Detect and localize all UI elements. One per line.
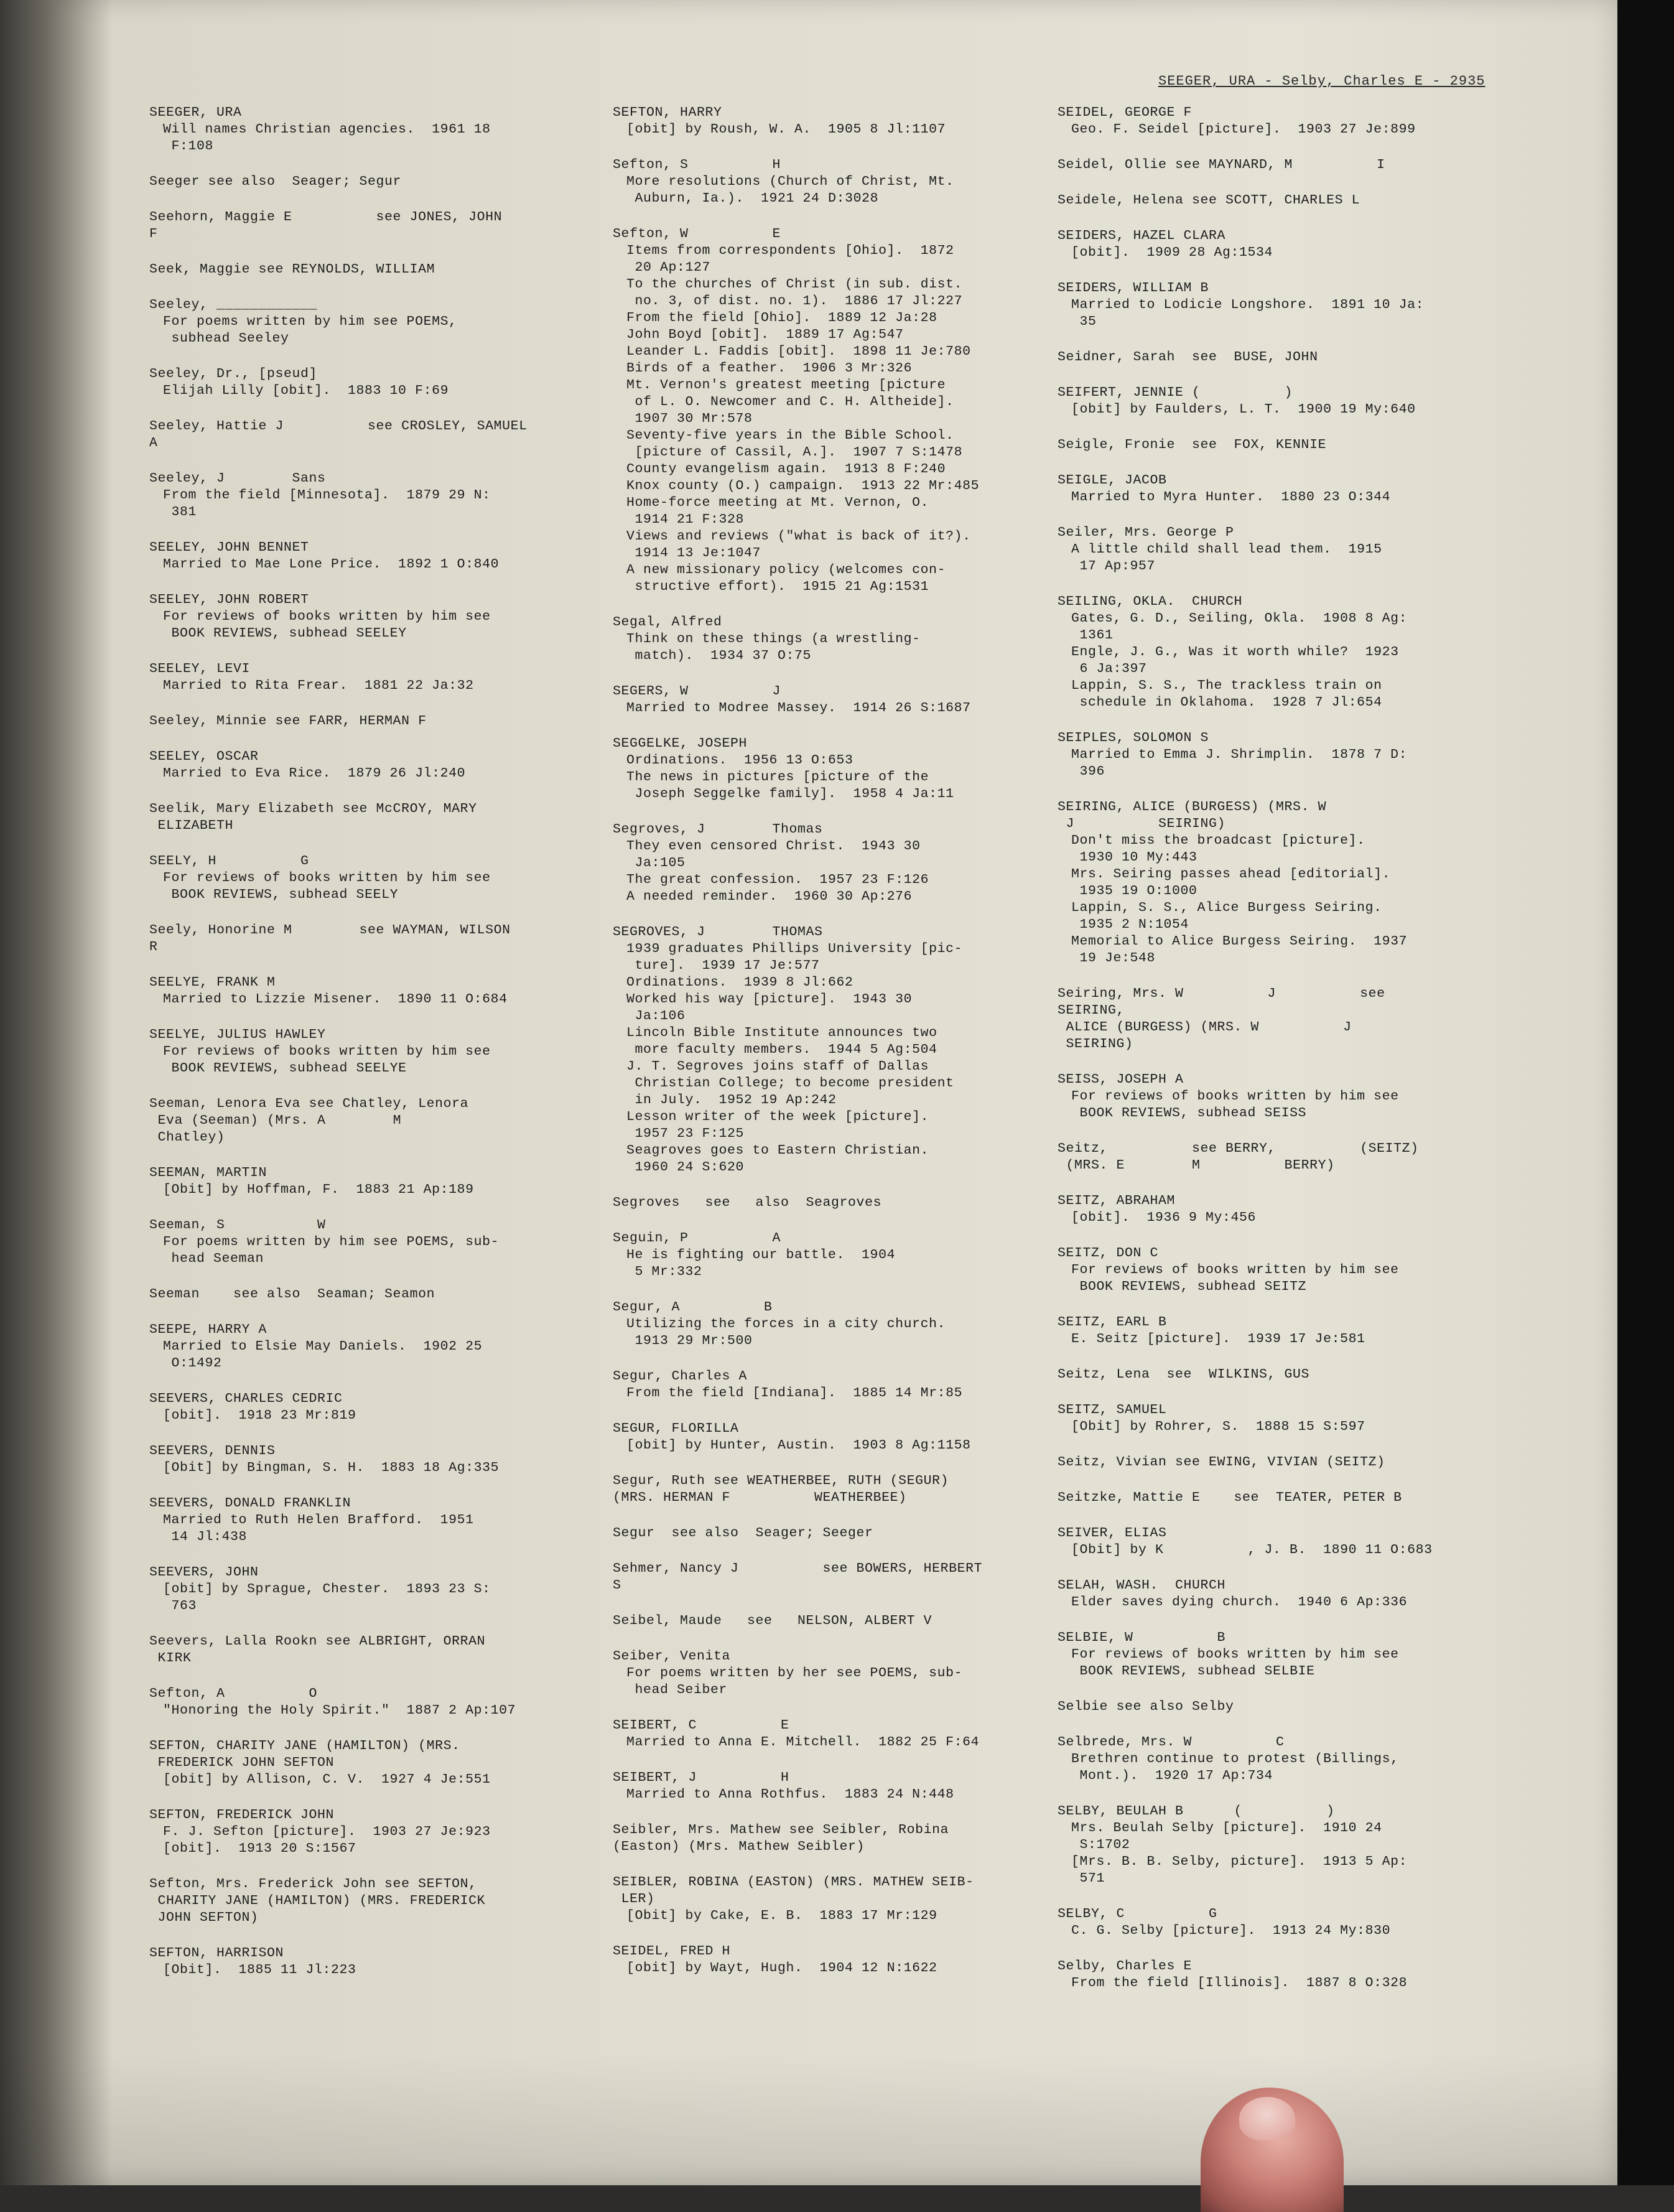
index-entry <box>1058 437 1443 454</box>
entry-citation: Lappin, S. S., Alice Burgess Seiring. 1935 2 N:1054 <box>1071 900 1382 932</box>
entry-citation: Married to Myra Hunter. 1880 23 O:344 <box>1071 490 1391 505</box>
entry-heading: Seehorn, Maggie E see JONES, JOHN F <box>149 210 503 241</box>
entry-heading: SEIBERT, C E <box>613 1718 789 1733</box>
index-entry <box>149 1807 547 1857</box>
index-entry <box>149 209 547 243</box>
entry-citation: Brethren continue to protest (Billings, Mont.). 1920 17 Ap:734 <box>1071 1752 1399 1783</box>
index-entry <box>149 174 547 190</box>
entry-citation: Married to Ruth Helen Brafford. 1951 14 Jl:438 <box>163 1513 474 1544</box>
background-edge <box>1617 0 1674 2185</box>
entry-heading: SEILING, OKLA. CHURCH <box>1058 594 1243 609</box>
index-entry <box>613 1195 998 1211</box>
entry-citation: [Obit] by K , J. B. 1890 11 O:683 <box>1071 1542 1433 1557</box>
index-entry <box>149 1564 547 1615</box>
entry-citation: From the field [Ohio]. 1889 12 Ja:28 <box>626 310 937 325</box>
entry-citation: For reviews of books written by him see BOOK REVIEWS, subhead SEELEY <box>163 609 491 641</box>
index-entry <box>149 1165 547 1198</box>
entry-citation: [obit] by Roush, W. A. 1905 8 Jl:1107 <box>626 122 946 137</box>
entry-citation: For poems written by him see POEMS, sub- head Seeman <box>163 1234 500 1266</box>
entry-heading: SEELYE, FRANK M <box>149 975 276 990</box>
entry-heading: Segur, A B <box>613 1300 773 1315</box>
entry-citation: Married to Emma J. Shrimplin. 1878 7 D: 396 <box>1071 747 1408 779</box>
index-entry <box>613 1943 998 1977</box>
index-entry <box>1058 105 1443 138</box>
entry-heading: Seeley, ____________ <box>149 297 318 312</box>
fingernail <box>1239 2097 1295 2140</box>
entry-citation: Memorial to Alice Burgess Seiring. 1937 19 Je:548 <box>1071 934 1408 966</box>
entry-citation: Married to Mae Lone Price. 1892 1 O:840 <box>163 557 500 572</box>
entry-heading: SEIVER, ELIAS <box>1058 1526 1167 1541</box>
entry-heading: Selby, Charles E <box>1058 1959 1193 1974</box>
entry-heading: SEIDERS, HAZEL CLARA <box>1058 228 1226 243</box>
entry-heading: SEFTON, CHARITY JANE (HAMILTON) (MRS. FREDERICK JOHN SEFTON <box>149 1738 460 1770</box>
entry-heading: SEIDEL, FRED H <box>613 1944 731 1959</box>
entry-citation: Lincoln Bible Institute announces two more faculty members. 1944 5 Ag:504 <box>626 1025 937 1057</box>
entry-heading: SEFTON, FREDERICK JOHN <box>149 1808 335 1822</box>
entry-citation: For reviews of books written by him see BOOK REVIEWS, subhead SELBIE <box>1071 1647 1399 1679</box>
index-entry <box>1058 1630 1443 1680</box>
index-entry <box>613 924 998 1176</box>
entry-heading: SEFTON, HARRY <box>613 105 722 120</box>
entry-citation: Ordinations. 1956 13 O:653 <box>626 753 853 768</box>
index-entry <box>613 157 998 207</box>
entry-citation: [obit]. 1918 23 Mr:819 <box>163 1408 356 1423</box>
entry-heading: SEITZ, DON C <box>1058 1246 1159 1261</box>
entry-citation: Married to Lodicie Longshore. 1891 10 Ja: 35 <box>1071 297 1425 329</box>
index-entry <box>149 749 547 782</box>
index-entry <box>149 539 547 573</box>
index-entry <box>1058 986 1443 1053</box>
entry-citation: [obit] by Hunter, Austin. 1903 8 Ag:1158 <box>626 1438 971 1453</box>
index-entry <box>149 974 547 1008</box>
index-entry <box>149 592 547 642</box>
entry-heading: Seidele, Helena see SCOTT, CHARLES L <box>1058 193 1360 208</box>
entry-heading: SEIFERT, JENNIE ( ) <box>1058 385 1293 400</box>
entry-heading: Seeley, Dr., [pseud] <box>149 366 318 381</box>
entry-citation: Will names Christian agencies. 1961 18 F:108 <box>163 122 491 154</box>
entry-heading: SEELY, H G <box>149 854 309 869</box>
index-entry <box>1058 228 1443 261</box>
entry-heading: SEIDEL, GEORGE F <box>1058 105 1193 120</box>
page-shadow-bottom <box>0 2053 1617 2185</box>
entry-citation: From the field [Minnesota]. 1879 29 N: 381 <box>163 488 491 520</box>
index-entry <box>149 1945 547 1979</box>
index-entry <box>613 1368 998 1402</box>
entry-citation: From the field [Indiana]. 1885 14 Mr:85 <box>626 1386 963 1401</box>
entry-heading: Seeger see also Seager; Segur <box>149 174 402 189</box>
index-column-3 <box>1058 105 1443 2010</box>
entry-heading: SEIBLER, ROBINA (EASTON) (MRS. MATHEW SEIB- LER) <box>613 1875 974 1906</box>
entry-citation: [obit] by Wayt, Hugh. 1904 12 N:1622 <box>626 1961 937 1976</box>
entry-heading: SEIRING, ALICE (BURGESS) (MRS. W J SEIRING) <box>1058 800 1327 831</box>
index-entry <box>149 297 547 347</box>
entry-citation: F. J. Sefton [picture]. 1903 27 Je:923 <box>163 1824 491 1839</box>
entry-citation: Knox county (O.) campaign. 1913 22 Mr:485 <box>626 478 980 493</box>
entry-heading: Seeman, S W <box>149 1218 326 1233</box>
entry-heading: SEEPE, HARRY A <box>149 1322 267 1337</box>
entry-citation: Mrs. Seiring passes ahead [editorial]. 1935 19 O:1000 <box>1071 867 1391 898</box>
entry-citation: Worked his way [picture]. 1943 30 Ja:106 <box>626 992 913 1024</box>
index-entry <box>149 1495 547 1546</box>
entry-citation: For reviews of books written by him see BOOK REVIEWS, subhead SEITZ <box>1071 1262 1399 1294</box>
entry-citation: For poems written by her see POEMS, sub- head Seiber <box>626 1666 963 1697</box>
entry-citation: Lappin, S. S., The trackless train on schedule in Oklahoma. 1928 7 Jl:654 <box>1071 678 1382 710</box>
index-entry <box>149 1286 547 1303</box>
entry-citation: Views and reviews ("what is back of it?). 1914 13 Je:1047 <box>626 529 971 561</box>
entry-citation: Utilizing the forces in a city church. 1913 29 Mr:500 <box>626 1317 946 1348</box>
entry-citation: Home-force meeting at Mt. Vernon, O. 1914 21 F:328 <box>626 495 929 527</box>
entry-citation: John Boyd [obit]. 1889 17 Ag:547 <box>626 327 904 342</box>
entry-heading: Seely, Honorine M see WAYMAN, WILSON R <box>149 923 511 954</box>
index-entry <box>1058 1245 1443 1295</box>
index-entry <box>1058 1454 1443 1471</box>
entry-heading: Seiler, Mrs. George P <box>1058 525 1234 540</box>
entry-citation: [obit] by Sprague, Chester. 1893 23 S: 763 <box>163 1582 491 1613</box>
index-entry <box>149 853 547 903</box>
index-entry <box>149 1686 547 1719</box>
entry-heading: Seitz, Vivian see EWING, VIVIAN (SEITZ) <box>1058 1455 1385 1470</box>
entry-heading: SEIGLE, JACOB <box>1058 473 1167 488</box>
entry-heading: Seeley, J Sans <box>149 471 326 486</box>
entry-heading: SEIBERT, J H <box>613 1770 789 1785</box>
entry-citation: [Obit]. 1885 11 Jl:223 <box>163 1962 356 1977</box>
index-entry <box>613 1230 998 1281</box>
index-entry <box>1058 594 1443 711</box>
entry-heading: Segal, Alfred <box>613 615 722 630</box>
index-entry <box>149 1217 547 1267</box>
entry-citation: "Honoring the Holy Spirit." 1887 2 Ap:107 <box>163 1703 516 1718</box>
entry-citation: A new missionary policy (welcomes con- structive effort). 1915 21 Ag:1531 <box>626 562 946 594</box>
entry-heading: Seeley, Minnie see FARR, HERMAN F <box>149 714 427 729</box>
index-entry <box>149 1876 547 1926</box>
index-entry <box>1058 1490 1443 1506</box>
entry-citation: [obit]. 1913 20 S:1567 <box>163 1841 356 1856</box>
index-entry <box>613 1648 998 1699</box>
index-entry <box>149 713 547 730</box>
index-entry <box>1058 1071 1443 1122</box>
index-entry <box>149 1391 547 1424</box>
entry-citation: Birds of a feather. 1906 3 Mr:326 <box>626 361 913 376</box>
index-entry <box>1058 525 1443 575</box>
entry-citation: [Obit] by Hoffman, F. 1883 21 Ap:189 <box>163 1182 474 1197</box>
entry-heading: Sefton, A O <box>149 1686 318 1701</box>
page-shadow-left <box>0 0 112 2185</box>
index-entry <box>149 1322 547 1372</box>
entry-citation: A needed reminder. 1960 30 Ap:276 <box>626 889 913 904</box>
entry-citation: Married to Anna Rothfus. 1883 24 N:448 <box>626 1787 954 1802</box>
entry-heading: SEEVERS, CHARLES CEDRIC <box>149 1391 343 1406</box>
entry-heading: SEITZ, ABRAHAM <box>1058 1193 1176 1208</box>
entry-citation: Engle, J. G., Was it worth while? 1923 6 Ja:397 <box>1071 645 1399 676</box>
entry-heading: Seigle, Fronie see FOX, KENNIE <box>1058 437 1327 452</box>
entry-heading: Sefton, Mrs. Frederick John see SEFTON, CHARITY JANE (HAMILTON) (MRS. FREDERICK JOHN SEFTON) <box>149 1877 486 1925</box>
index-entry <box>1058 1525 1443 1559</box>
index-entry <box>613 1874 998 1925</box>
entry-citation: E. Seitz [picture]. 1939 17 Je:581 <box>1071 1332 1365 1346</box>
entry-citation: Married to Anna E. Mitchell. 1882 25 F:64 <box>626 1735 980 1750</box>
entry-citation: For reviews of books written by him see BOOK REVIEWS, subhead SEELYE <box>163 1044 491 1076</box>
index-entry <box>149 366 547 399</box>
entry-heading: SELBY, C G <box>1058 1906 1217 1921</box>
index-entry <box>613 1561 998 1594</box>
index-entry <box>1058 157 1443 174</box>
entry-citation: A little child shall lead them. 1915 17 Ap:957 <box>1071 542 1382 574</box>
entry-citation: The great confession. 1957 23 F:126 <box>626 872 929 887</box>
index-entry <box>1058 730 1443 780</box>
entry-heading: Seiber, Venita <box>613 1649 731 1664</box>
index-entry <box>1058 280 1443 330</box>
index-entry <box>149 1027 547 1077</box>
entry-citation: For poems written by him see POEMS, subhead Seeley <box>163 314 457 346</box>
entry-heading: SEGUR, FLORILLA <box>613 1421 739 1436</box>
index-entry <box>613 1421 998 1454</box>
entry-heading: Sefton, W E <box>613 226 781 241</box>
entry-citation: Think on these things (a wrestling- match). 1934 37 O:75 <box>626 632 921 663</box>
index-entry <box>1058 1366 1443 1383</box>
index-entry <box>1058 799 1443 967</box>
index-entry <box>613 683 998 717</box>
index-entry <box>1058 1803 1443 1887</box>
entry-citation: Married to Rita Frear. 1881 22 Ja:32 <box>163 678 474 693</box>
index-entry <box>613 1613 998 1630</box>
entry-heading: SEGGELKE, JOSEPH <box>613 736 748 751</box>
entry-heading: SEEGER, URA <box>149 105 242 120</box>
entry-citation: Elijah Lilly [obit]. 1883 10 F:69 <box>163 383 449 398</box>
entry-heading: Sehmer, Nancy J see BOWERS, HERBERT S <box>613 1561 991 1593</box>
index-entry <box>149 418 547 452</box>
index-entry <box>613 614 998 665</box>
index-column-2 <box>613 105 998 1995</box>
entry-heading: SELAH, WASH. CHURCH <box>1058 1578 1226 1593</box>
entry-heading: Seguin, P A <box>613 1231 781 1246</box>
index-entry <box>613 1717 998 1751</box>
entry-heading: SELBY, BEULAH B ( ) <box>1058 1804 1335 1819</box>
entry-citation: The news in pictures [picture of the Joseph Seggelke family]. 1958 4 Ja:11 <box>626 770 954 801</box>
entry-citation: Married to Eva Rice. 1879 26 Jl:240 <box>163 766 466 781</box>
index-entry <box>1058 349 1443 366</box>
index-entry <box>613 735 998 803</box>
entry-heading: Seidel, Ollie see MAYNARD, M I <box>1058 157 1385 172</box>
entry-heading: SEFTON, HARRISON <box>149 1946 284 1961</box>
entry-heading: Seibler, Mrs. Mathew see Seibler, Robina (Easton) (Mrs. Mathew Seibler) <box>613 1822 949 1854</box>
entry-heading: Seeman, Lenora Eva see Chatley, Lenora Eva (Seeman) (Mrs. A M Chatley) <box>149 1096 469 1145</box>
entry-heading: Segur see also Seager; Seeger <box>613 1526 873 1541</box>
index-entry <box>1058 1577 1443 1611</box>
entry-heading: SEEVERS, DONALD FRANKLIN <box>149 1496 351 1511</box>
entry-heading: Seitz, Lena see WILKINS, GUS <box>1058 1367 1310 1382</box>
entry-citation: Mrs. Beulah Selby [picture]. 1910 24 S:1702 <box>1071 1821 1382 1852</box>
entry-heading: SEISS, JOSEPH A <box>1058 1072 1184 1087</box>
entry-heading: SEITZ, EARL B <box>1058 1315 1167 1330</box>
entry-citation: [Obit] by Rohrer, S. 1888 15 S:597 <box>1071 1419 1365 1434</box>
entry-citation: Lesson writer of the week [picture]. 1957 23 F:125 <box>626 1109 929 1141</box>
index-entry <box>1058 1193 1443 1226</box>
entry-citation: Seventy-five years in the Bible School. [picture of Cassil, A.]. 1907 7 S:1478 <box>626 428 963 460</box>
index-entry <box>149 1443 547 1477</box>
index-entry <box>1058 192 1443 209</box>
entry-citation: Married to Modree Massey. 1914 26 S:1687 <box>626 701 971 716</box>
entry-citation: [Mrs. B. B. Selby, picture]. 1913 5 Ap: 571 <box>1071 1854 1408 1886</box>
entry-citation: Mt. Vernon's greatest meeting [picture of L. O. Newcomer and C. H. Altheide]. 1907 30 Mr:578 <box>626 378 954 426</box>
entry-citation: From the field [Illinois]. 1887 8 O:328 <box>1071 1976 1408 1990</box>
entry-citation: Gates, G. D., Seiling, Okla. 1908 8 Ag: 1361 <box>1071 611 1408 643</box>
entry-citation: Geo. F. Seidel [picture]. 1903 27 Je:899 <box>1071 122 1416 137</box>
index-entry <box>613 226 998 595</box>
entry-heading: Seeman see also Seaman; Seamon <box>149 1287 435 1302</box>
entry-heading: SEELEY, JOHN BENNET <box>149 540 309 555</box>
entry-heading: SEITZ, SAMUEL <box>1058 1402 1167 1417</box>
entry-heading: SEEMAN, MARTIN <box>149 1165 267 1180</box>
index-entry <box>149 922 547 956</box>
entry-heading: SEIPLES, SOLOMON S <box>1058 730 1209 745</box>
index-entry <box>1058 1314 1443 1348</box>
entry-citation: County evangelism again. 1913 8 F:240 <box>626 462 946 477</box>
entry-heading: Seitz, see BERRY, (SEITZ) (MRS. E M BERRY) <box>1058 1141 1419 1173</box>
entry-citation: Seagroves goes to Eastern Christian. 1960 24 S:620 <box>626 1143 929 1175</box>
entry-heading: Seiring, Mrs. W J see SEIRING, ALICE (BURGESS) (MRS. W J SEIRING) <box>1058 986 1385 1052</box>
entry-citation: Married to Elsie May Daniels. 1902 25 O:1492 <box>163 1339 483 1371</box>
index-entry <box>149 1738 547 1788</box>
index-entry <box>613 105 998 138</box>
entry-citation: [Obit] by Bingman, S. H. 1883 18 Ag:335 <box>163 1460 500 1475</box>
index-entry <box>1058 385 1443 418</box>
index-entry <box>1058 1141 1443 1174</box>
index-entry <box>1058 1402 1443 1435</box>
index-entry <box>1058 1906 1443 1939</box>
entry-heading: SEGROVES, J THOMAS <box>613 925 823 940</box>
index-entry <box>149 661 547 694</box>
index-entry <box>149 801 547 834</box>
entry-heading: Seeley, Hattie J see CROSLEY, SAMUEL A <box>149 419 528 450</box>
entry-citation: [Obit] by Cake, E. B. 1883 17 Mr:129 <box>626 1908 937 1923</box>
entry-heading: SELBIE, W B <box>1058 1630 1226 1645</box>
entry-heading: Sefton, S H <box>613 157 781 172</box>
entry-heading: Seibel, Maude see NELSON, ALBERT V <box>613 1613 932 1628</box>
entry-citation: 1939 graduates Phillips University [pic- ture]. 1939 17 Je:577 <box>626 941 963 973</box>
index-entry <box>149 105 547 155</box>
entry-citation: Ordinations. 1939 8 Jl:662 <box>626 975 853 990</box>
entry-citation: To the churches of Christ (in sub. dist. no. 3, of dist. no. 1). 1886 17 Jl:227 <box>626 277 963 309</box>
entry-heading: SEELEY, JOHN ROBERT <box>149 592 309 607</box>
entry-heading: SEELEY, OSCAR <box>149 749 259 764</box>
index-entry <box>1058 472 1443 506</box>
entry-citation: Items from correspondents [Ohio]. 1872 20 Ap:127 <box>626 243 954 275</box>
entry-heading: SEGERS, W J <box>613 684 781 699</box>
index-entry <box>149 1633 547 1667</box>
entry-heading: Seelik, Mary Elizabeth see McCROY, MARY ELIZABETH <box>149 801 477 833</box>
index-column-1 <box>149 105 547 1997</box>
entry-citation: [obit] by Allison, C. V. 1927 4 Je:551 <box>163 1772 491 1787</box>
index-entry <box>1058 1734 1443 1785</box>
index-entry <box>613 1473 998 1506</box>
entry-citation: C. G. Selby [picture]. 1913 24 My:830 <box>1071 1923 1391 1938</box>
running-header: SEEGER, URA - Selby, Charles E - 2935 <box>1158 73 1486 89</box>
entry-citation: [obit] by Faulders, L. T. 1900 19 My:640 <box>1071 402 1416 417</box>
index-entry <box>613 1770 998 1803</box>
entry-heading: Selbrede, Mrs. W C <box>1058 1735 1285 1750</box>
index-entry <box>149 470 547 521</box>
index-entry <box>613 1299 998 1350</box>
entry-heading: SEEVERS, JOHN <box>149 1565 259 1580</box>
entry-heading: Selbie see also Selby <box>1058 1699 1234 1714</box>
entry-heading: Seidner, Sarah see BUSE, JOHN <box>1058 350 1318 365</box>
entry-heading: Seitzke, Mattie E see TEATER, PETER B <box>1058 1490 1402 1505</box>
entry-citation: Leander L. Faddis [obit]. 1898 11 Je:780 <box>626 344 971 359</box>
entry-citation: More resolutions (Church of Christ, Mt. Auburn, Ia.). 1921 24 D:3028 <box>626 174 954 206</box>
entry-citation: Elder saves dying church. 1940 6 Ap:336 <box>1071 1595 1408 1610</box>
entry-heading: SEEVERS, DENNIS <box>149 1444 276 1458</box>
entry-heading: SEIDERS, WILLIAM B <box>1058 281 1209 296</box>
entry-citation: He is fighting our battle. 1904 5 Mr:332 <box>626 1248 896 1279</box>
index-entry <box>1058 1958 1443 1992</box>
entry-citation: [obit]. 1936 9 My:456 <box>1071 1210 1257 1225</box>
entry-heading: Segur, Ruth see WEATHERBEE, RUTH (SEGUR) (MRS. HERMAN F WEATHERBEE) <box>613 1473 949 1505</box>
entry-citation: They even censored Christ. 1943 30 Ja:105 <box>626 839 921 870</box>
entry-heading: SEELEY, LEVI <box>149 661 251 676</box>
entry-citation: [obit]. 1909 28 Ag:1534 <box>1071 245 1273 260</box>
index-entry <box>149 261 547 278</box>
entry-heading: Segroves, J Thomas <box>613 822 823 837</box>
entry-citation: Married to Lizzie Misener. 1890 11 O:684 <box>163 992 508 1007</box>
entry-citation: J. T. Segroves joins staff of Dallas Christian College; to become president in July. 1952 19 Ap:242 <box>626 1059 954 1108</box>
entry-heading: Seek, Maggie see REYNOLDS, WILLIAM <box>149 262 435 277</box>
index-entry <box>149 1096 547 1146</box>
entry-heading: SEELYE, JULIUS HAWLEY <box>149 1027 326 1042</box>
entry-citation: For reviews of books written by him see BOOK REVIEWS, subhead SEISS <box>1071 1089 1399 1121</box>
index-entry <box>613 1525 998 1542</box>
entry-citation: Don't miss the broadcast [picture]. 1930 10 My:443 <box>1071 833 1365 865</box>
index-entry <box>1058 1699 1443 1715</box>
index-entry <box>613 821 998 905</box>
entry-heading: Segur, Charles A <box>613 1369 748 1384</box>
index-entry <box>613 1822 998 1855</box>
entry-citation: For reviews of books written by him see BOOK REVIEWS, subhead SEELY <box>163 870 491 902</box>
entry-heading: Seevers, Lalla Rookn see ALBRIGHT, ORRAN KIRK <box>149 1634 486 1666</box>
entry-heading: Segroves see also Seagroves <box>613 1195 882 1210</box>
